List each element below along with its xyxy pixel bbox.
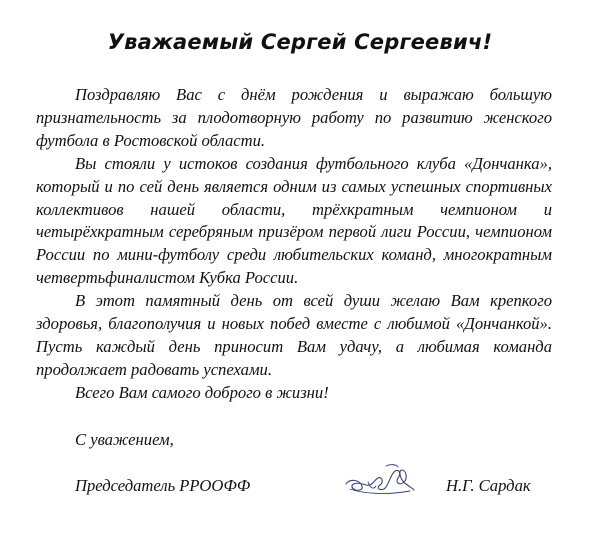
closing-phrase: С уважением, (75, 430, 174, 449)
signer-name: Н.Г. Сардак (446, 476, 531, 495)
paragraph-farewell: Всего Вам самого доброго в жизни! (75, 382, 329, 402)
signer-title: Председатель РРООФФ (75, 476, 251, 495)
letter-body (36, 84, 552, 405)
handwritten-signature (340, 458, 420, 502)
paragraph-greeting: Поздравляю Вас с днём рождения и выражаю большую признательность за плодотворную работу по развитию женского футбола в Ростовской области. (36, 85, 552, 150)
letter-title: Уважаемый Сергей Сергеевич! (107, 30, 493, 54)
paragraph-wishes: В этот памятный день от всей души желаю Вам крепкого здоровья, благополучия и новых побед вместе с любимой «Дончанкой». Пусть каждый день приносит Вам удачу, а любимая команда продолжает радовать успехами. (36, 291, 552, 379)
paragraph-club-history: Вы стояли у истоков создания футбольного клуба «Дончанка», который и по сей день является одним из самых успешных спортивных коллективов нашей области, трёхкратным чемпионом и четырёхкратным серебряным призёром первой лиги России, чемпионом России по мини-футболу среди любительских команд, многократным четвертьфиналистом Кубка России. (36, 153, 552, 288)
